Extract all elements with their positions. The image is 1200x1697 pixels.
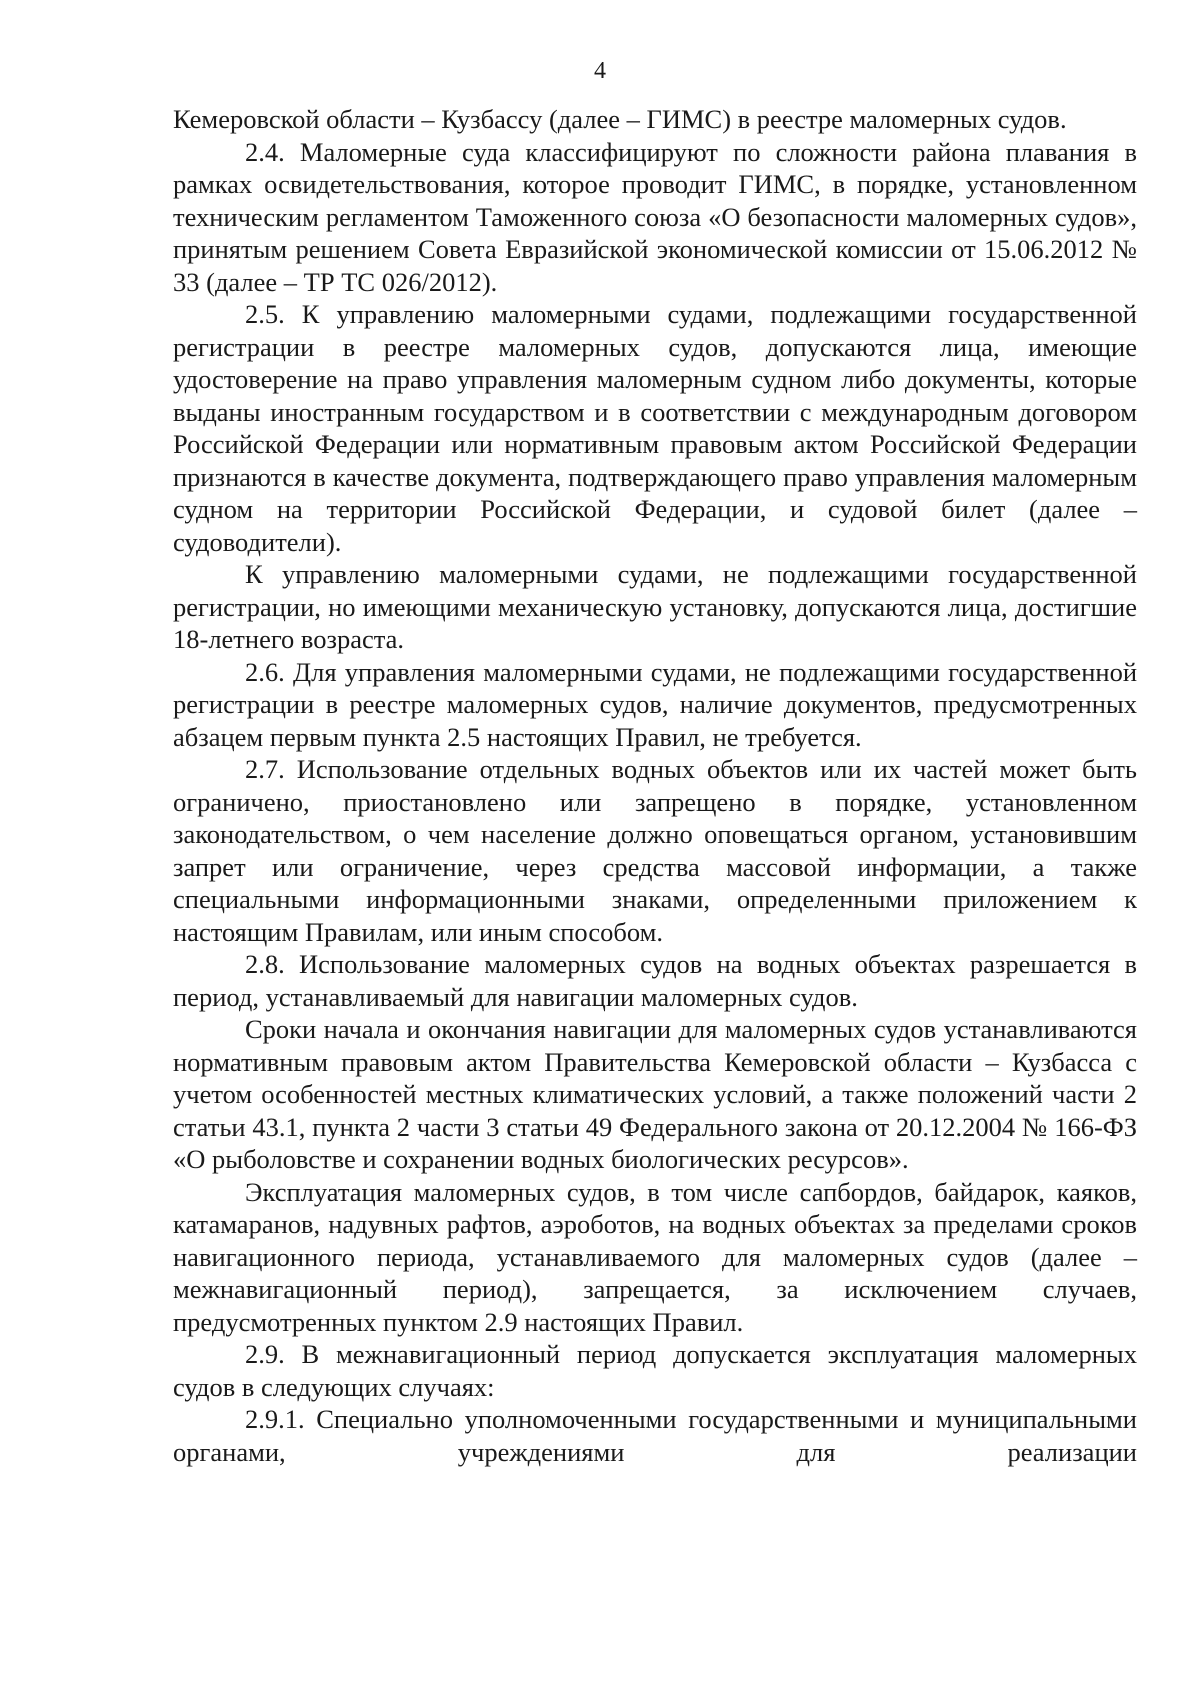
document-body <box>173 103 1137 1468</box>
paragraph-2-5: 2.5. К управлению маломерными судами, подлежащими государственной регистрации в реестре маломерных судов, допускаются лица, имеющие удостоверение на право управления маломерным судном либо документы, которые выданы иностранным государством и в соответствии с международным договором Российской Федерации или нормативным правовым актом Российской Федерации признаются в качестве документа, подтверждающего право управления маломерным судном на территории Российской Федерации, и судовой билет (далее – судоводители). <box>173 299 1137 557</box>
paragraph-2-7: 2.7. Использование отдельных водных объектов или их частей может быть ограничено, приостановлено или запрещено в порядке, установленном законодательством, о чем население должно оповещаться органом, установившим запрет или ограничение, через средства массовой информации, а также специальными информационными знаками, определенными приложением к настоящим Правилам, или иным способом. <box>173 754 1137 947</box>
paragraph-2-6: 2.6. Для управления маломерными судами, не подлежащими государственной регистрации в реестре маломерных судов, наличие документов, предусмотренных абзацем первым пункта 2.5 настоящих Правил, не требуется. <box>173 656 1137 752</box>
paragraph-2-4: 2.4. Маломерные суда классифицируют по сложности района плавания в рамках освидетельствования, которое проводит ГИМС, в порядке, установленном техническим регламентом Таможенного союза «О безопасности маломерных судов», принятым решением Совета Евразийской экономической комиссии от 15.06.2012 № 33 (далее – ТР ТС 026/2012). <box>173 136 1137 297</box>
paragraph-2-9: 2.9. В межнавигационный период допускается эксплуатация маломерных судов в следующих случаях: <box>173 1339 1137 1402</box>
paragraph-2-9-1: 2.9.1. Специально уполномоченными государственными и муниципальными органами, учреждениями для реализации <box>173 1404 1137 1467</box>
paragraph-continuation: Кемеровской области – Кузбассу (далее – ГИМС) в реестре маломерных судов. <box>173 104 1067 134</box>
paragraph-2-5-second: К управлению маломерными судами, не подлежащими государственной регистрации, но имеющими механическую установку, допускаются лица, достигшие 18-летнего возраста. <box>173 559 1137 654</box>
page-number: 4 <box>594 58 606 84</box>
paragraph-navigation-terms: Сроки начала и окончания навигации для маломерных судов устанавливаются нормативным правовым актом Правительства Кемеровской области – Кузбасса с учетом особенностей местных климатических условий, а также положений части 2 статьи 43.1, пункта 2 части 3 статьи 49 Федерального закона от 20.12.2004 № 166-ФЗ «О рыболовстве и сохранении водных биологических ресурсов». <box>173 1014 1137 1174</box>
paragraph-2-8: 2.8. Использование маломерных судов на водных объектах разрешается в период, устанавливаемый для навигации маломерных судов. <box>173 949 1137 1012</box>
paragraph-operation-ban: Эксплуатация маломерных судов, в том числе сапбордов, байдарок, каяков, катамаранов, надувных рафтов, аэроботов, на водных объектах за пределами сроков навигационного периода, устанавливаемого для маломерных судов (далее – межнавигационный период), запрещается, за исключением случаев, предусмотренных пунктом 2.9 настоящих Правил. <box>173 1176 1137 1337</box>
